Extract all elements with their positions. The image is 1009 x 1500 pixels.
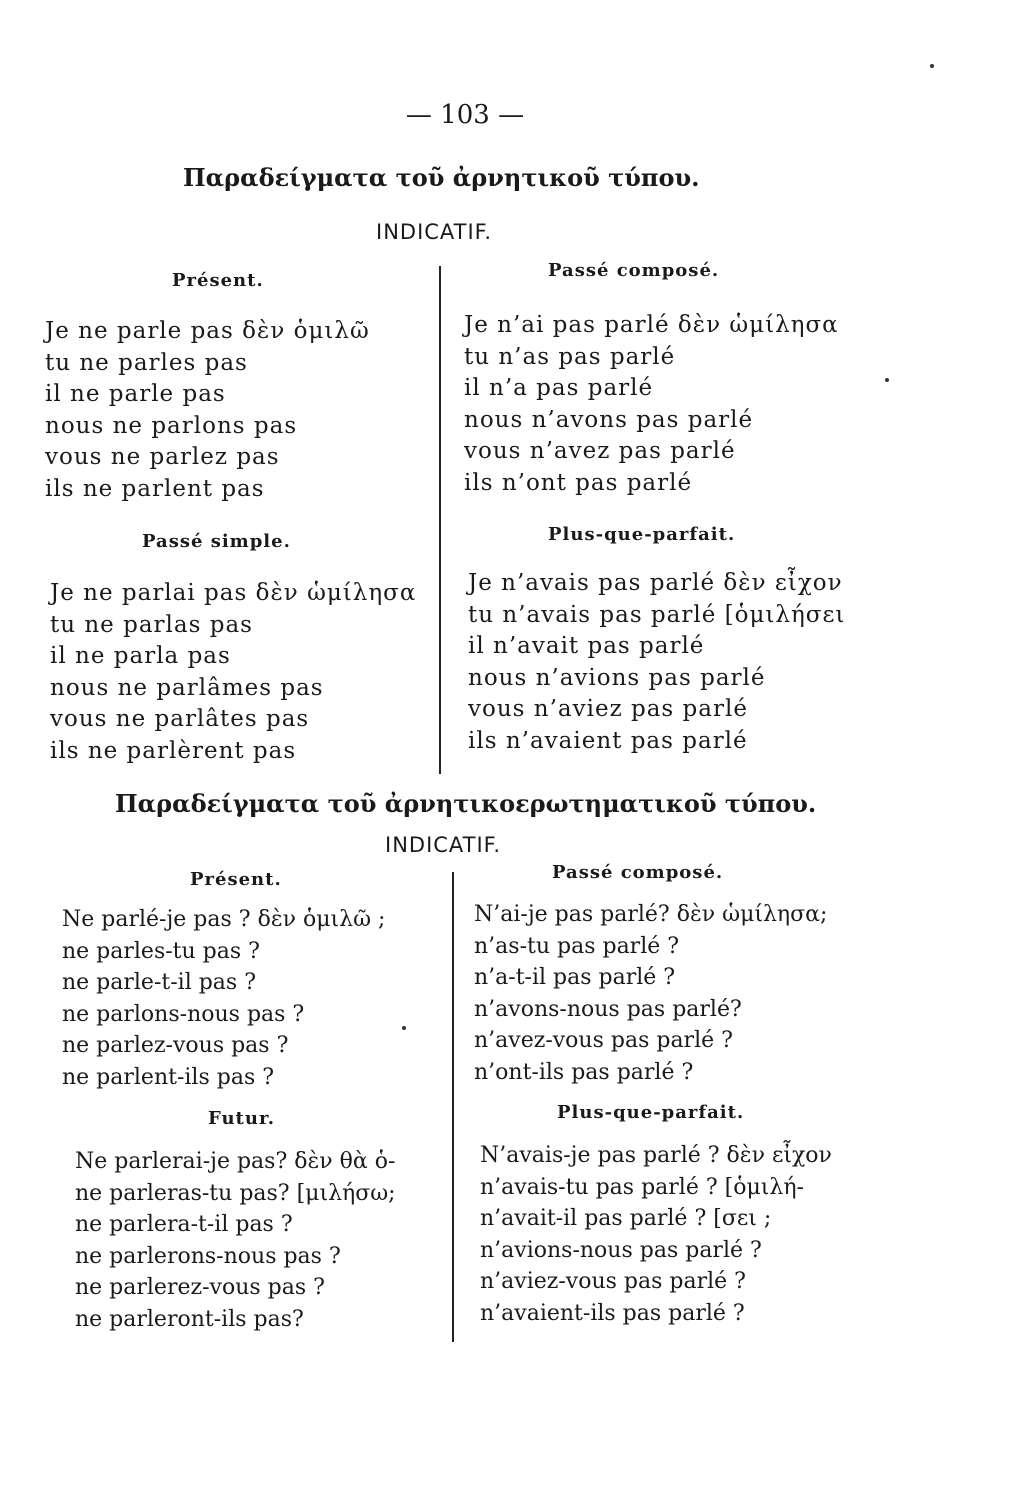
- s1-passe-compose-line: il n’a pas parlé: [464, 375, 654, 401]
- s1-passe-simple-line: Je ne parlai pas δὲν ὡμίλησα: [50, 580, 417, 606]
- s1-passe-compose-heading: Passé composé.: [548, 260, 720, 281]
- s1-present-line: Je ne parle pas δὲν ὁμιλῶ: [45, 318, 370, 344]
- s2-futur-line: ne parlerons-nous pas ?: [75, 1243, 341, 1269]
- s2-passe-compose-line: n’a-t-il pas parlé ?: [474, 965, 676, 991]
- s2-present-line: ne parlez-vous pas ?: [62, 1033, 289, 1059]
- s1-passe-compose-line: tu n’as pas parlé: [464, 343, 676, 370]
- section-1-column-rule: [439, 266, 441, 774]
- s1-plus-que-parfait-heading: Plus-que-parfait.: [548, 524, 736, 545]
- s2-present-line: ne parlent-ils pas ?: [62, 1064, 275, 1090]
- ink-speck: [402, 1026, 406, 1030]
- s1-present-line: il ne parle pas: [45, 381, 226, 407]
- page-number: — 103 —: [405, 100, 525, 130]
- s2-passe-compose-line: n’avons-nous pas parlé?: [474, 996, 742, 1022]
- s1-present-line: tu ne parles pas: [45, 349, 248, 376]
- s2-passe-compose-lines: [474, 899, 827, 1089]
- s1-passe-compose-lines: [464, 310, 839, 499]
- s1-passe-compose-line: vous n’avez pas parlé: [464, 438, 736, 464]
- s2-futur-line: ne parleras-tu pas? [μιλήσω;: [75, 1180, 396, 1206]
- s2-futur-heading: Futur.: [208, 1108, 276, 1129]
- s2-passe-compose-line: n’as-tu pas parlé ?: [474, 933, 680, 959]
- s2-present-line: ne parlons-nous pas ?: [62, 1001, 305, 1027]
- s2-present-line: ne parles-tu pas ?: [62, 938, 260, 964]
- s2-futur-line: Ne parlerai-je pas? δὲν θὰ ὁ-: [75, 1149, 396, 1174]
- s1-plus-que-parfait-lines: [468, 568, 845, 757]
- s1-plus-que-parfait-line: Je n’avais pas parlé δὲν εἶχον: [468, 570, 843, 596]
- s1-passe-simple-line: vous ne parlâtes pas: [50, 706, 310, 732]
- s2-plus-que-parfait-line: n’avais-tu pas parlé ? [ὁμιλή-: [480, 1174, 804, 1200]
- s2-passe-compose-line: n’ont-ils pas parlé ?: [474, 1059, 694, 1085]
- s1-passe-compose-line: nous n’avons pas parlé: [464, 406, 754, 433]
- s2-futur-line: ne parlerez-vous pas ?: [75, 1275, 325, 1301]
- s2-present-line: ne parle-t-il pas ?: [62, 970, 257, 996]
- s1-present-heading: Présent.: [172, 270, 264, 291]
- section-1-title: Παραδείγματα τοῦ ἀρνητικοῦ τύπου.: [183, 163, 700, 192]
- s2-passe-compose-line: n’avez-vous pas parlé ?: [474, 1028, 733, 1054]
- s1-passe-simple-line: ils ne parlèrent pas: [50, 737, 297, 764]
- s2-plus-que-parfait-line: n’aviez-vous pas parlé ?: [480, 1269, 746, 1295]
- s2-futur-line: ne parlera-t-il pas ?: [75, 1212, 293, 1238]
- ink-speck: [885, 378, 889, 382]
- s1-plus-que-parfait-line: ils n’avaient pas parlé: [468, 727, 748, 754]
- s1-passe-simple-line: il ne parla pas: [50, 643, 231, 669]
- s2-plus-que-parfait-heading: Plus-que-parfait.: [557, 1102, 745, 1123]
- s1-plus-que-parfait-line: nous n’avions pas parlé: [468, 664, 766, 691]
- s2-present-line: Ne parlé-je pas ? δὲν ὁμιλῶ ;: [62, 907, 386, 932]
- s2-plus-que-parfait-lines: [480, 1140, 832, 1330]
- s1-plus-que-parfait-line: il n’avait pas parlé: [468, 633, 705, 659]
- s1-present-lines: [45, 316, 370, 505]
- s1-present-line: ils ne parlent pas: [45, 475, 265, 502]
- s2-futur-lines: [75, 1146, 396, 1336]
- s2-plus-que-parfait-line: n’avait-il pas parlé ? [σει ;: [480, 1206, 772, 1232]
- s2-passe-compose-line: N’ai-je pas parlé? δὲν ὡμίλησα;: [474, 902, 828, 927]
- s2-passe-compose-heading: Passé composé.: [552, 862, 724, 883]
- s1-present-line: nous ne parlons pas: [45, 412, 298, 439]
- s2-plus-que-parfait-line: n’avaient-ils pas parlé ?: [480, 1300, 745, 1326]
- s2-futur-line: ne parleront-ils pas?: [75, 1306, 304, 1332]
- s1-passe-simple-line: tu ne parlas pas: [50, 611, 253, 638]
- s1-passe-compose-line: Je n’ai pas parlé δὲν ὡμίλησα: [464, 312, 839, 338]
- s1-passe-compose-line: ils n’ont pas parlé: [464, 469, 693, 496]
- s1-plus-que-parfait-line: vous n’aviez pas parlé: [468, 696, 748, 722]
- ink-speck: [930, 64, 934, 68]
- s1-passe-simple-lines: [50, 578, 416, 767]
- section-2-mood: INDICATIF.: [385, 833, 502, 857]
- s2-present-heading: Présent.: [190, 869, 282, 890]
- section-2-column-rule: [452, 872, 454, 1342]
- s1-passe-simple-line: nous ne parlâmes pas: [50, 674, 324, 701]
- s1-present-line: vous ne parlez pas: [45, 444, 280, 470]
- s2-plus-que-parfait-line: N’avais-je pas parlé ? δὲν εἶχον: [480, 1143, 832, 1168]
- s1-passe-simple-heading: Passé simple.: [142, 531, 291, 552]
- section-1-mood: INDICATIF.: [376, 220, 493, 244]
- s1-plus-que-parfait-line: tu n’avais pas parlé [ὁμιλήσει: [468, 601, 846, 628]
- s2-present-lines: [62, 904, 385, 1094]
- s2-plus-que-parfait-line: n’avions-nous pas parlé ?: [480, 1237, 762, 1263]
- section-2-title: Παραδείγματα τοῦ ἀρνητικοερωτηματικοῦ τύπου.: [115, 789, 817, 818]
